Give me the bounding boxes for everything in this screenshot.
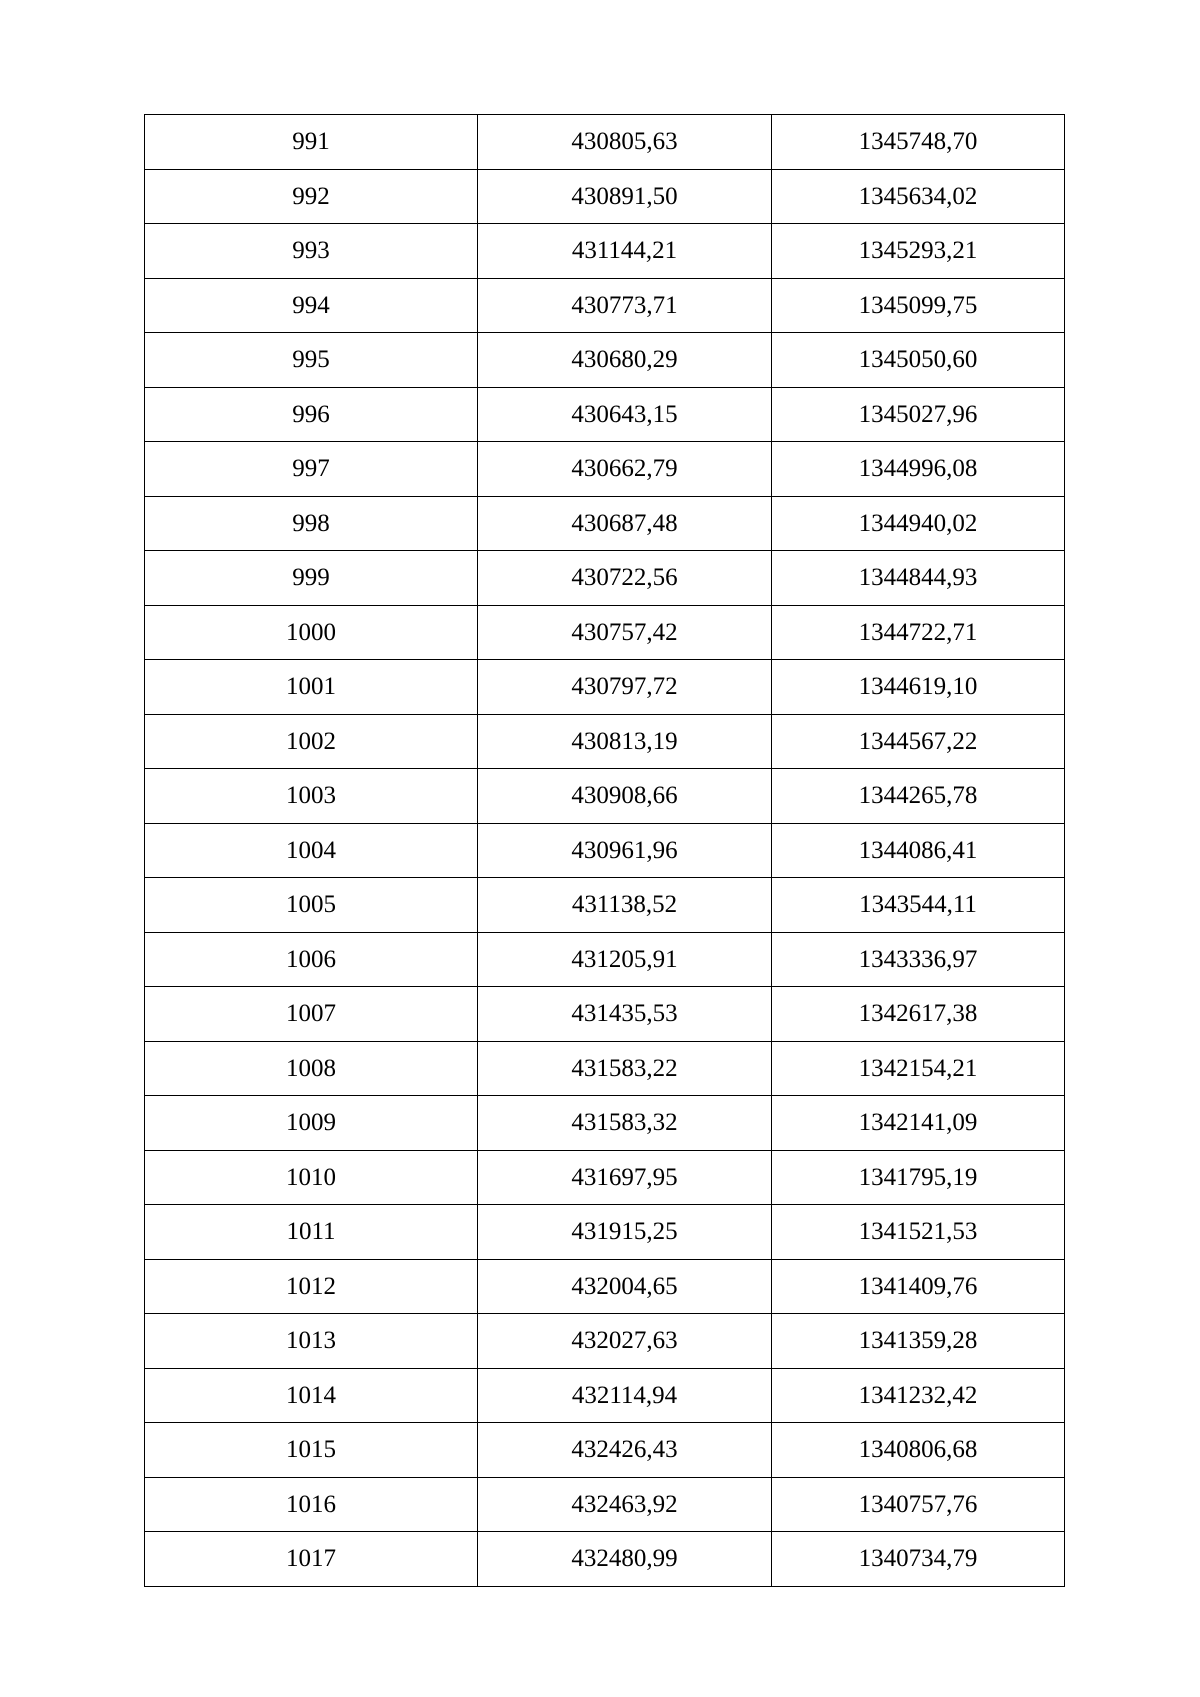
point-number-cell: 1012	[145, 1259, 478, 1314]
x-coordinate-cell: 430961,96	[478, 823, 772, 878]
table-row	[145, 1259, 1065, 1314]
table-row	[145, 551, 1065, 606]
point-number-cell: 1004	[145, 823, 478, 878]
y-coordinate-cell: 1344722,71	[772, 605, 1065, 660]
y-coordinate-cell: 1343336,97	[772, 932, 1065, 987]
table-row	[145, 1041, 1065, 1096]
table-row	[145, 115, 1065, 170]
y-coordinate-cell: 1341359,28	[772, 1314, 1065, 1369]
x-coordinate-cell: 430813,19	[478, 714, 772, 769]
y-coordinate-cell: 1345099,75	[772, 278, 1065, 333]
x-coordinate-cell: 431583,32	[478, 1096, 772, 1151]
point-number-cell: 992	[145, 169, 478, 224]
y-coordinate-cell: 1341521,53	[772, 1205, 1065, 1260]
point-number-cell: 1015	[145, 1423, 478, 1478]
x-coordinate-cell: 431144,21	[478, 224, 772, 279]
point-number-cell: 1001	[145, 660, 478, 715]
x-coordinate-cell: 430662,79	[478, 442, 772, 497]
table-row	[145, 1477, 1065, 1532]
y-coordinate-cell: 1344940,02	[772, 496, 1065, 551]
point-number-cell: 997	[145, 442, 478, 497]
table-row	[145, 1150, 1065, 1205]
x-coordinate-cell: 431138,52	[478, 878, 772, 933]
point-number-cell: 996	[145, 387, 478, 442]
x-coordinate-cell: 430643,15	[478, 387, 772, 442]
x-coordinate-cell: 432004,65	[478, 1259, 772, 1314]
table-row	[145, 1205, 1065, 1260]
x-coordinate-cell: 432426,43	[478, 1423, 772, 1478]
y-coordinate-cell: 1345293,21	[772, 224, 1065, 279]
table-row	[145, 987, 1065, 1042]
y-coordinate-cell: 1345634,02	[772, 169, 1065, 224]
x-coordinate-cell: 430680,29	[478, 333, 772, 388]
table-row	[145, 333, 1065, 388]
table-row	[145, 169, 1065, 224]
x-coordinate-cell: 432463,92	[478, 1477, 772, 1532]
x-coordinate-cell: 430797,72	[478, 660, 772, 715]
x-coordinate-cell: 431915,25	[478, 1205, 772, 1260]
x-coordinate-cell: 432027,63	[478, 1314, 772, 1369]
point-number-cell: 999	[145, 551, 478, 606]
y-coordinate-cell: 1341232,42	[772, 1368, 1065, 1423]
x-coordinate-cell: 431435,53	[478, 987, 772, 1042]
point-number-cell: 998	[145, 496, 478, 551]
x-coordinate-cell: 432480,99	[478, 1532, 772, 1587]
x-coordinate-cell: 430687,48	[478, 496, 772, 551]
x-coordinate-cell: 431583,22	[478, 1041, 772, 1096]
table-row	[145, 496, 1065, 551]
y-coordinate-cell: 1344844,93	[772, 551, 1065, 606]
table-row	[145, 932, 1065, 987]
point-number-cell: 993	[145, 224, 478, 279]
y-coordinate-cell: 1340734,79	[772, 1532, 1065, 1587]
point-number-cell: 1002	[145, 714, 478, 769]
table-row	[145, 1314, 1065, 1369]
point-number-cell: 1006	[145, 932, 478, 987]
x-coordinate-cell: 430805,63	[478, 115, 772, 170]
table-row	[145, 660, 1065, 715]
point-number-cell: 1014	[145, 1368, 478, 1423]
point-number-cell: 995	[145, 333, 478, 388]
point-number-cell: 1017	[145, 1532, 478, 1587]
y-coordinate-cell: 1344265,78	[772, 769, 1065, 824]
x-coordinate-cell: 431205,91	[478, 932, 772, 987]
y-coordinate-cell: 1342141,09	[772, 1096, 1065, 1151]
coordinates-table	[144, 114, 1065, 1587]
y-coordinate-cell: 1344996,08	[772, 442, 1065, 497]
table-row	[145, 878, 1065, 933]
y-coordinate-cell: 1340757,76	[772, 1477, 1065, 1532]
table-row	[145, 387, 1065, 442]
point-number-cell: 994	[145, 278, 478, 333]
table-row	[145, 823, 1065, 878]
y-coordinate-cell: 1340806,68	[772, 1423, 1065, 1478]
table-row	[145, 442, 1065, 497]
table-row	[145, 769, 1065, 824]
point-number-cell: 1009	[145, 1096, 478, 1151]
point-number-cell: 1007	[145, 987, 478, 1042]
x-coordinate-cell: 430908,66	[478, 769, 772, 824]
table-row	[145, 1423, 1065, 1478]
y-coordinate-cell: 1344567,22	[772, 714, 1065, 769]
x-coordinate-cell: 432114,94	[478, 1368, 772, 1423]
table-row	[145, 1096, 1065, 1151]
table-row	[145, 278, 1065, 333]
point-number-cell: 1005	[145, 878, 478, 933]
point-number-cell: 1003	[145, 769, 478, 824]
y-coordinate-cell: 1345748,70	[772, 115, 1065, 170]
y-coordinate-cell: 1343544,11	[772, 878, 1065, 933]
y-coordinate-cell: 1345027,96	[772, 387, 1065, 442]
x-coordinate-cell: 430757,42	[478, 605, 772, 660]
table-row	[145, 1532, 1065, 1587]
point-number-cell: 991	[145, 115, 478, 170]
x-coordinate-cell: 430773,71	[478, 278, 772, 333]
y-coordinate-cell: 1344619,10	[772, 660, 1065, 715]
y-coordinate-cell: 1341409,76	[772, 1259, 1065, 1314]
table-row	[145, 1368, 1065, 1423]
y-coordinate-cell: 1344086,41	[772, 823, 1065, 878]
y-coordinate-cell: 1342617,38	[772, 987, 1065, 1042]
table-row	[145, 605, 1065, 660]
x-coordinate-cell: 430891,50	[478, 169, 772, 224]
point-number-cell: 1011	[145, 1205, 478, 1260]
x-coordinate-cell: 431697,95	[478, 1150, 772, 1205]
table-row	[145, 224, 1065, 279]
y-coordinate-cell: 1342154,21	[772, 1041, 1065, 1096]
y-coordinate-cell: 1345050,60	[772, 333, 1065, 388]
coordinates-table-body	[145, 115, 1065, 1587]
point-number-cell: 1000	[145, 605, 478, 660]
point-number-cell: 1008	[145, 1041, 478, 1096]
point-number-cell: 1013	[145, 1314, 478, 1369]
point-number-cell: 1016	[145, 1477, 478, 1532]
y-coordinate-cell: 1341795,19	[772, 1150, 1065, 1205]
table-row	[145, 714, 1065, 769]
point-number-cell: 1010	[145, 1150, 478, 1205]
x-coordinate-cell: 430722,56	[478, 551, 772, 606]
